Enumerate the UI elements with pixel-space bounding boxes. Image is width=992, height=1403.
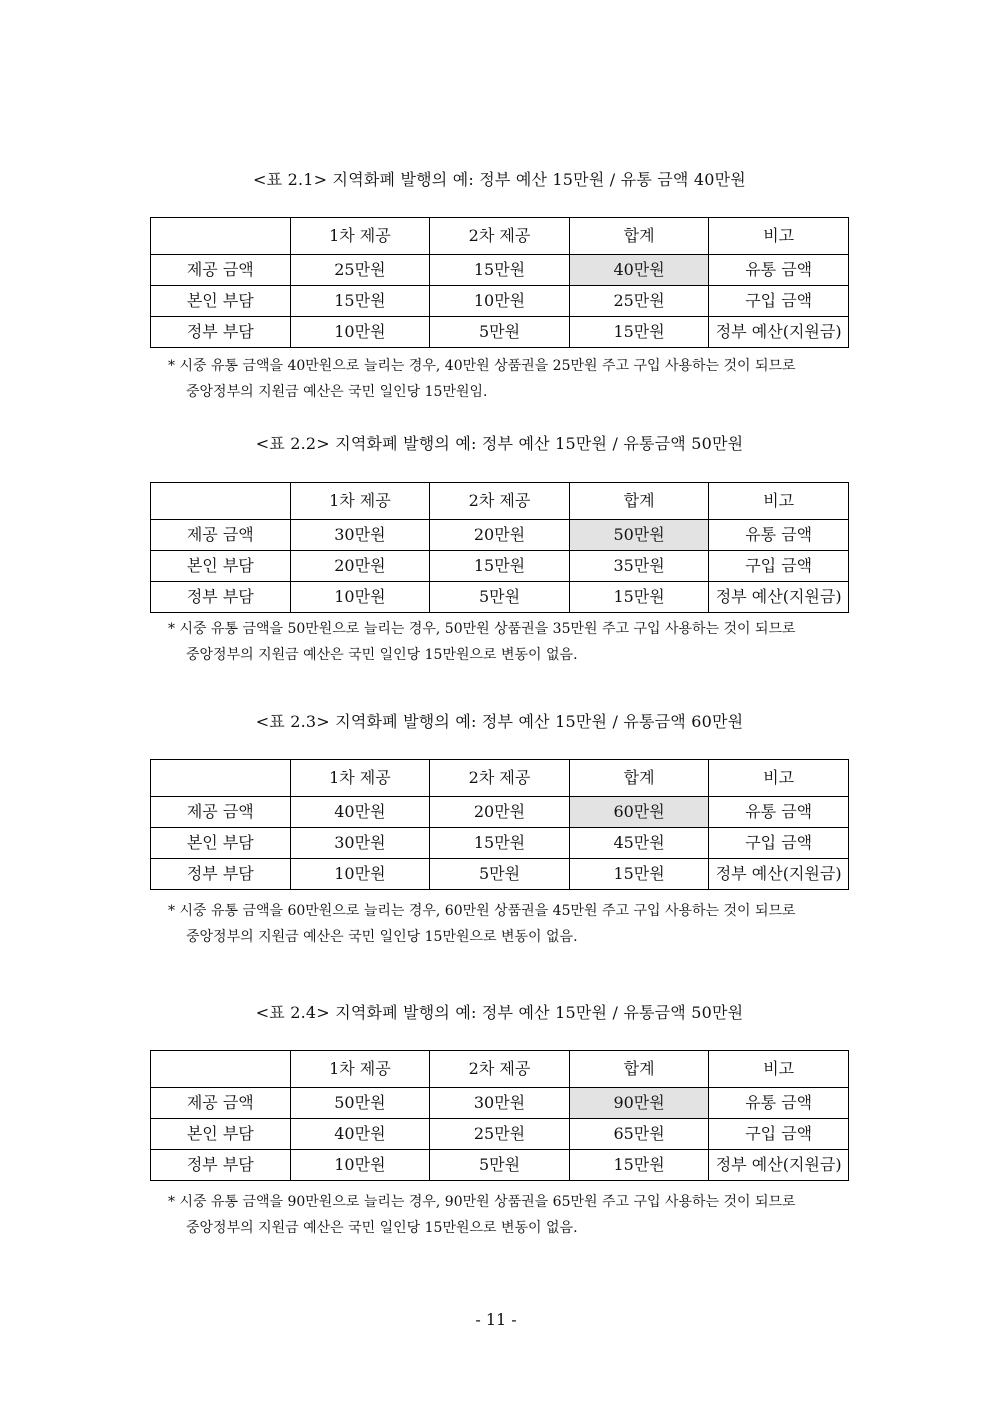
table-2-1 bbox=[150, 217, 849, 348]
header-cell bbox=[151, 218, 291, 255]
table-cell: 15만원 bbox=[430, 551, 570, 582]
header-cell: 비고 bbox=[709, 218, 849, 255]
table-row bbox=[151, 317, 849, 348]
table-row bbox=[151, 286, 849, 317]
table-cell: 15만원 bbox=[430, 828, 570, 859]
remark-cell: 유통 금액 bbox=[709, 255, 849, 286]
note-line: * 시중 유통 금액을 40만원으로 늘리는 경우, 40만원 상품권을 25만원 주고 구입 사용하는 것이 되므로 bbox=[168, 358, 796, 374]
header-cell: 비고 bbox=[709, 1051, 849, 1088]
table-header-row bbox=[151, 1051, 849, 1088]
table-block-2-4 bbox=[150, 1001, 849, 1236]
header-cell bbox=[151, 483, 291, 520]
table-caption: <표 2.4> 지역화폐 발행의 예: 정부 예산 15만원 / 유통금액 50만원 bbox=[255, 1003, 744, 1022]
remark-cell: 구입 금액 bbox=[709, 551, 849, 582]
total-cell-highlighted: 60만원 bbox=[569, 797, 709, 828]
table-note bbox=[168, 898, 848, 950]
table-note bbox=[168, 353, 848, 405]
remark-cell: 구입 금액 bbox=[709, 1119, 849, 1150]
table-cell: 5만원 bbox=[430, 582, 570, 613]
table-2-4 bbox=[150, 1050, 849, 1181]
header-cell: 2차 제공 bbox=[430, 1051, 570, 1088]
table-caption: <표 2.1> 지역화폐 발행의 예: 정부 예산 15만원 / 유통 금액 40만원 bbox=[253, 170, 746, 189]
table-row bbox=[151, 797, 849, 828]
table-2-2 bbox=[150, 482, 849, 613]
table-cell: 10만원 bbox=[290, 1150, 430, 1181]
row-label: 정부 부담 bbox=[151, 859, 291, 890]
table-cell: 15만원 bbox=[569, 859, 709, 890]
table-cell: 20만원 bbox=[430, 520, 570, 551]
table-cell: 15만원 bbox=[290, 286, 430, 317]
remark-cell: 구입 금액 bbox=[709, 828, 849, 859]
table-cell: 20만원 bbox=[430, 797, 570, 828]
remark-cell: 유통 금액 bbox=[709, 520, 849, 551]
header-cell: 합계 bbox=[569, 1051, 709, 1088]
table-cell: 20만원 bbox=[290, 551, 430, 582]
table-cell: 25만원 bbox=[290, 255, 430, 286]
page-number: - 11 - bbox=[475, 1310, 517, 1329]
table-cell: 15만원 bbox=[430, 255, 570, 286]
remark-cell: 정부 예산(지원금) bbox=[709, 582, 849, 613]
note-line: 중앙정부의 지원금 예산은 국민 일인당 15만원으로 변동이 없음. bbox=[186, 929, 578, 945]
table-row bbox=[151, 1088, 849, 1119]
table-cell: 40만원 bbox=[290, 797, 430, 828]
table-row bbox=[151, 828, 849, 859]
row-label: 제공 금액 bbox=[151, 797, 291, 828]
row-label: 제공 금액 bbox=[151, 1088, 291, 1119]
total-cell-highlighted: 50만원 bbox=[569, 520, 709, 551]
remark-cell: 유통 금액 bbox=[709, 797, 849, 828]
row-label: 제공 금액 bbox=[151, 520, 291, 551]
table-row bbox=[151, 582, 849, 613]
table-cell: 25만원 bbox=[430, 1119, 570, 1150]
header-cell: 1차 제공 bbox=[290, 760, 430, 797]
table-row bbox=[151, 551, 849, 582]
note-line: 중앙정부의 지원금 예산은 국민 일인당 15만원임. bbox=[186, 384, 488, 400]
table-cell: 65만원 bbox=[569, 1119, 709, 1150]
table-cell: 10만원 bbox=[290, 582, 430, 613]
header-cell: 합계 bbox=[569, 760, 709, 797]
header-cell: 비고 bbox=[709, 760, 849, 797]
header-cell bbox=[151, 760, 291, 797]
row-label: 정부 부담 bbox=[151, 1150, 291, 1181]
table-cell: 50만원 bbox=[290, 1088, 430, 1119]
table-caption: <표 2.3> 지역화폐 발행의 예: 정부 예산 15만원 / 유통금액 60만원 bbox=[255, 712, 744, 731]
row-label: 제공 금액 bbox=[151, 255, 291, 286]
table-cell: 15만원 bbox=[569, 1150, 709, 1181]
table-header-row bbox=[151, 760, 849, 797]
table-block-2-1 bbox=[150, 168, 849, 400]
header-cell: 합계 bbox=[569, 483, 709, 520]
note-line: 중앙정부의 지원금 예산은 국민 일인당 15만원으로 변동이 없음. bbox=[186, 1220, 578, 1236]
header-cell: 2차 제공 bbox=[430, 760, 570, 797]
header-cell bbox=[151, 1051, 291, 1088]
table-header-row bbox=[151, 218, 849, 255]
remark-cell: 유통 금액 bbox=[709, 1088, 849, 1119]
remark-cell: 정부 예산(지원금) bbox=[709, 859, 849, 890]
header-cell: 합계 bbox=[569, 218, 709, 255]
table-row bbox=[151, 1119, 849, 1150]
header-cell: 2차 제공 bbox=[430, 483, 570, 520]
header-cell: 1차 제공 bbox=[290, 1051, 430, 1088]
table-cell: 10만원 bbox=[290, 317, 430, 348]
table-cell: 25만원 bbox=[569, 286, 709, 317]
table-row bbox=[151, 859, 849, 890]
row-label: 본인 부담 bbox=[151, 1119, 291, 1150]
table-row bbox=[151, 1150, 849, 1181]
header-cell: 1차 제공 bbox=[290, 218, 430, 255]
table-cell: 15만원 bbox=[569, 317, 709, 348]
table-cell: 10만원 bbox=[430, 286, 570, 317]
table-header-row bbox=[151, 483, 849, 520]
header-cell: 1차 제공 bbox=[290, 483, 430, 520]
table-row bbox=[151, 255, 849, 286]
table-cell: 35만원 bbox=[569, 551, 709, 582]
total-cell-highlighted: 90만원 bbox=[569, 1088, 709, 1119]
remark-cell: 정부 예산(지원금) bbox=[709, 1150, 849, 1181]
header-cell: 2차 제공 bbox=[430, 218, 570, 255]
table-cell: 30만원 bbox=[290, 828, 430, 859]
row-label: 본인 부담 bbox=[151, 286, 291, 317]
table-cell: 15만원 bbox=[569, 582, 709, 613]
table-block-2-3 bbox=[150, 710, 849, 945]
table-row bbox=[151, 520, 849, 551]
note-line: * 시중 유통 금액을 90만원으로 늘리는 경우, 90만원 상품권을 65만원 주고 구입 사용하는 것이 되므로 bbox=[168, 1194, 796, 1210]
table-cell: 30만원 bbox=[430, 1088, 570, 1119]
table-block-2-2 bbox=[150, 432, 849, 663]
table-cell: 40만원 bbox=[290, 1119, 430, 1150]
remark-cell: 구입 금액 bbox=[709, 286, 849, 317]
table-cell: 5만원 bbox=[430, 317, 570, 348]
table-caption: <표 2.2> 지역화폐 발행의 예: 정부 예산 15만원 / 유통금액 50만원 bbox=[255, 434, 744, 453]
table-cell: 5만원 bbox=[430, 1150, 570, 1181]
table-note bbox=[168, 1189, 848, 1241]
table-cell: 5만원 bbox=[430, 859, 570, 890]
row-label: 정부 부담 bbox=[151, 582, 291, 613]
note-line: * 시중 유통 금액을 60만원으로 늘리는 경우, 60만원 상품권을 45만원 주고 구입 사용하는 것이 되므로 bbox=[168, 903, 796, 919]
header-cell: 비고 bbox=[709, 483, 849, 520]
table-cell: 10만원 bbox=[290, 859, 430, 890]
table-2-3 bbox=[150, 759, 849, 890]
note-line: 중앙정부의 지원금 예산은 국민 일인당 15만원으로 변동이 없음. bbox=[186, 647, 578, 663]
table-note bbox=[168, 616, 848, 668]
row-label: 본인 부담 bbox=[151, 828, 291, 859]
note-line: * 시중 유통 금액을 50만원으로 늘리는 경우, 50만원 상품권을 35만원 주고 구입 사용하는 것이 되므로 bbox=[168, 621, 796, 637]
row-label: 정부 부담 bbox=[151, 317, 291, 348]
remark-cell: 정부 예산(지원금) bbox=[709, 317, 849, 348]
table-cell: 45만원 bbox=[569, 828, 709, 859]
total-cell-highlighted: 40만원 bbox=[569, 255, 709, 286]
row-label: 본인 부담 bbox=[151, 551, 291, 582]
table-cell: 30만원 bbox=[290, 520, 430, 551]
